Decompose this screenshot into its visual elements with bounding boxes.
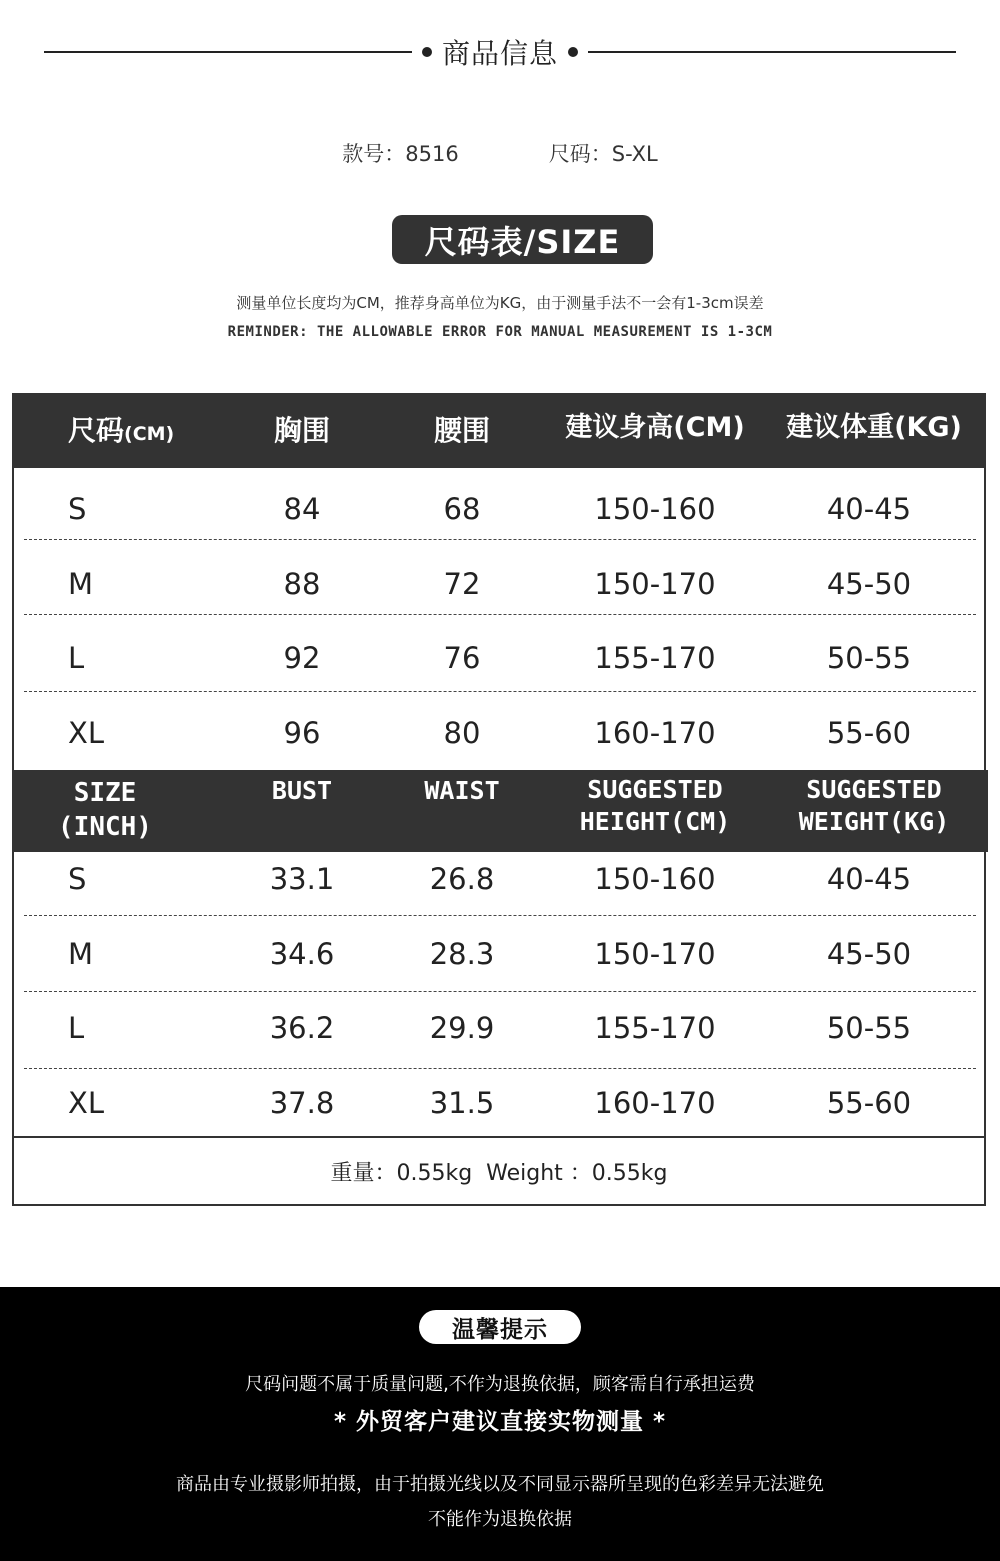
measurement-notice-cn: 测量单位长度均为CM，推荐身高单位为KG，由于测量手法不一会有1-3cm误差: [236, 294, 764, 312]
cell-weight: 45-50: [826, 937, 912, 971]
cell-size: S: [68, 862, 87, 896]
header-weight-inch-line1: SUGGESTED: [806, 775, 942, 804]
product-info: [0, 138, 1000, 170]
table-row: [12, 842, 986, 917]
header-size-main: 尺码: [68, 414, 125, 447]
header-height-inch-line1: SUGGESTED: [587, 775, 723, 804]
tips-badge: 温馨提示: [419, 1310, 581, 1344]
dot-right-icon: [568, 47, 578, 57]
page-title: 商品信息: [442, 37, 559, 70]
cell-bust: 88: [283, 567, 321, 601]
style-number: 款号：8516: [342, 142, 459, 166]
product-weight-text: 重量：0.55kg Weight ：0.55kg: [330, 1160, 668, 1186]
cell-size: L: [68, 641, 85, 675]
header-height-inch: [557, 774, 753, 838]
header-weight-cm: 建议体重(KG): [786, 412, 962, 443]
cell-weight: 55-60: [826, 1086, 912, 1120]
tips-line-4: 不能作为退换依据: [428, 1509, 572, 1530]
cell-size: M: [68, 937, 94, 971]
header-size-inch-line2: (INCH): [58, 812, 152, 842]
table-inch-header: [12, 770, 988, 852]
row-divider: [24, 614, 976, 615]
divider-right: [588, 51, 956, 53]
header-height-cm: 建议身高(CM): [565, 412, 745, 443]
cell-bust: 37.8: [269, 1086, 335, 1120]
cell-weight: 55-60: [826, 716, 912, 750]
cell-waist: 31.5: [429, 1086, 495, 1120]
header-waist-cm: 腰围: [433, 414, 490, 447]
cell-height: 160-170: [594, 716, 716, 750]
cell-height: 150-160: [594, 862, 716, 896]
table-row: [12, 991, 986, 1066]
table-cm-header: [12, 393, 986, 468]
product-weight: [12, 1136, 986, 1206]
cell-waist: 76: [443, 641, 481, 675]
divider-left: [44, 51, 412, 53]
row-divider: [24, 691, 976, 692]
measurement-notice-en: REMINDER: THE ALLOWABLE ERROR FOR MANUAL MEASUREMENT IS 1-3CM: [227, 324, 773, 340]
cell-height: 150-170: [594, 937, 716, 971]
size-chart-badge: 尺码表/SIZE: [392, 215, 653, 264]
header-bust-inch: BUST: [271, 776, 333, 805]
table-row: [12, 472, 986, 547]
cell-weight: 40-45: [826, 492, 912, 526]
cell-waist: 29.9: [429, 1011, 495, 1045]
table-row: [12, 696, 986, 771]
cell-height: 150-160: [594, 492, 716, 526]
table-row: [12, 547, 986, 622]
cell-height: 155-170: [594, 1011, 716, 1045]
table-row: [12, 1066, 986, 1141]
cell-bust: 84: [283, 492, 321, 526]
cell-bust: 33.1: [269, 862, 335, 896]
cell-height: 160-170: [594, 1086, 716, 1120]
header-size-suffix: (CM): [124, 423, 175, 445]
table-row: [12, 917, 986, 992]
cell-waist: 26.8: [429, 862, 495, 896]
cell-size: XL: [68, 716, 105, 750]
header-size-inch: [50, 776, 160, 844]
header-waist-inch: WAIST: [424, 776, 500, 805]
cell-bust: 36.2: [269, 1011, 335, 1045]
tips-line-3: 商品由专业摄影师拍摄，由于拍摄光线以及不同显示器所呈现的色彩差异无法避免: [176, 1474, 824, 1495]
table-row: [12, 621, 986, 696]
cell-waist: 28.3: [429, 937, 495, 971]
cell-height: 155-170: [594, 641, 716, 675]
section-title: [44, 28, 956, 76]
cell-size: L: [68, 1011, 85, 1045]
cell-size: S: [68, 492, 87, 526]
cell-waist: 80: [443, 716, 481, 750]
tips-footer: [0, 1287, 1000, 1561]
header-height-inch-line2: HEIGHT(CM): [579, 807, 731, 836]
header-size-inch-line1: SIZE: [73, 778, 137, 808]
cell-size: M: [68, 567, 94, 601]
cell-bust: 92: [283, 641, 321, 675]
cell-weight: 50-55: [826, 641, 912, 675]
dot-left-icon: [422, 47, 432, 57]
tips-line-2: * 外贸客户建议直接实物测量 *: [333, 1409, 667, 1435]
tips-line-1: 尺码问题不属于质量问题,不作为退换依据，顾客需自行承担运费: [245, 1374, 755, 1395]
size-range: 尺码：S-XL: [548, 142, 658, 166]
header-weight-inch: [774, 774, 974, 838]
header-bust-cm: 胸围: [273, 414, 330, 447]
header-size-cm: [68, 393, 174, 468]
row-divider: [24, 915, 976, 916]
cell-weight: 45-50: [826, 567, 912, 601]
cell-weight: 50-55: [826, 1011, 912, 1045]
cell-height: 150-170: [594, 567, 716, 601]
cell-waist: 72: [443, 567, 481, 601]
header-weight-inch-line2: WEIGHT(KG): [798, 807, 950, 836]
row-divider: [24, 539, 976, 540]
cell-waist: 68: [443, 492, 481, 526]
cell-bust: 96: [283, 716, 321, 750]
cell-weight: 40-45: [826, 862, 912, 896]
cell-size: XL: [68, 1086, 105, 1120]
cell-bust: 34.6: [269, 937, 335, 971]
